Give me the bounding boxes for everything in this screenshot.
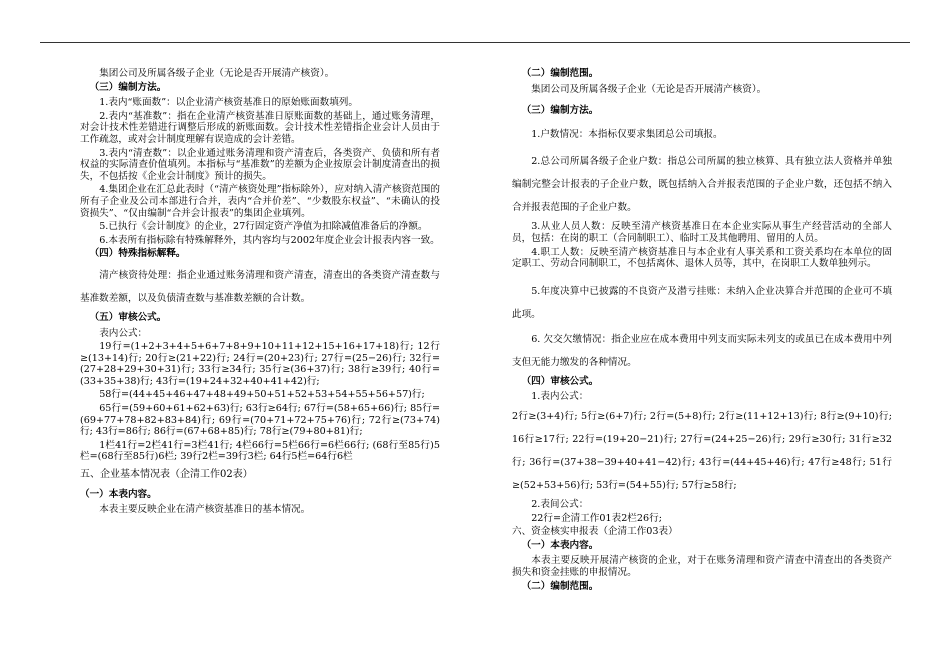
- inter-table-label: 2.表间公式：: [531, 498, 589, 510]
- left-column: [80, 68, 440, 518]
- right-method-2: 2.总公司所属各级子企业户数：指总公司所属的独立核算、具有独立法人资格并单独编制完整会计报表的子企业户数，既包括纳入合并报表范围的子企业户数，还包括不纳入合并报表范围的子企业户数。: [512, 156, 892, 214]
- formula-label: 表内公式：: [99, 327, 148, 339]
- method-item-2: 2.表内“基准数”：指在企业清产核资基准日原账面数的基础上，通过账务清理，对会计技术性差错进行调整后形成的新账面数。会计技术性差错指企业会计人员由于工作疏忽，或对会计制度理解有误造成的会计差错。: [80, 110, 440, 145]
- right-method-4: 4.职工人数：反映至清产核资基准日与本企业有人事关系和工资关系均在本单位的固定职工、劳动合同制职工，不包括离休、退休人员等，其中，在岗职工人数单独列示。: [512, 246, 892, 270]
- heading-method: （三）编制方法。: [89, 81, 167, 93]
- right-method-5: 5.年度决算中已披露的不良资产及潜亏挂账：未纳入企业决算合并范围的企业可不填此项。: [512, 285, 892, 320]
- header-rule: [40, 42, 910, 43]
- left-intro: 集团公司及所属各级子企业（无论是否开展清产核资）。: [99, 68, 335, 79]
- section-five-title: 五、企业基本情况表（企清工作02表）: [80, 469, 253, 481]
- content-text-right: 本表主要反映开展清产核资的企业，对于在账务清理和资产清查中清查出的各类资产损失和资金挂账的申报情况。: [512, 555, 892, 578]
- method-item-5: 5.已执行《会计制度》的企业，27行固定资产净值为扣除减值准备后的净额。: [99, 221, 428, 233]
- method-item-3: 3.表内“清查数”：以企业通过账务清理和资产清查后，各类资产、负债和所有者权益的实际清查价值填列。本指标与“基准数”的差额为企业按原会计制度清查出的损失，不包括按《企业会计制度》预计的损失。: [80, 147, 440, 182]
- formula-block-3: 65行=(59+60+61+62+63)行; 63行≥64行; 67行=(58+65+66)行; 85行=(69+77+78+82+83+84)行; 69行=(70+71+72+75+76)行; 72行≥(73+74)行; 43行=86行; 86行=(67+68+85)行; 78行≥(79+80+81)行;: [80, 403, 440, 438]
- formula-block-2: 58行=(44+45+46+47+48+49+50+51+52+53+54+55+56+57)行;: [99, 389, 425, 401]
- heading-content: （一）本表内容。: [80, 488, 157, 500]
- right-method-1: 1.户数情况：本指标仅要求集团总公司填报。: [531, 128, 723, 140]
- formula-block-4: 1栏41行=2栏41行=3栏41行; 4栏66行=5栏66行=6栏66行; (68行至85行)5栏=(68行至85行)6栏; 39行2栏=39行3栏; 64行5栏=64行6栏: [80, 439, 440, 463]
- right-column: [512, 68, 892, 596]
- right-method-3: 3.从业人员人数：反映至清产核资基准日在本企业实际从事生产经营活动的全部人员，包括：在岗的职工（合同制职工）、临时工及其他聘用、留用的人员。: [512, 221, 892, 244]
- inter-table-formula: 22行=企清工作01表2栏26行;: [531, 512, 662, 524]
- heading-scope: （二）编制范围。: [521, 68, 599, 79]
- section-six-title: 六、资金核实申报表（企清工作03表）: [512, 526, 678, 538]
- heading-audit-right: （四）审核公式。: [521, 375, 599, 387]
- scope-text: 集团公司及所属各级子企业（无论是否开展清产核资）。: [531, 83, 767, 95]
- heading-method-right: （三）编制方法。: [521, 105, 599, 117]
- heading-special: （四）特殊指标解释。: [89, 248, 186, 260]
- method-item-6: 6.本表所有指标除有特殊解释外，其内容均与2002年度企业会计报表内容一致。: [99, 234, 440, 246]
- method-item-1: 1.表内“账面数”：以企业清产核资基准日的原始账面数填列。: [99, 97, 358, 109]
- special-explanation: 清产核资待处理：指企业通过账务清理和资产清查，清查出的各类资产清查数与基准数差额，以及负债清查数与基准数差额的合计数。: [80, 269, 440, 304]
- right-method-6: 6. 欠交欠缴情况：指企业应在成本费用中列支而实际未列支的或虽已在成本费用中列支但无能力缴发的各种情况。: [512, 333, 892, 368]
- right-formula-block: 2行≥(3+4)行; 5行≥(6+7)行; 2行=(5+8)行; 2行≥(11+12+13)行; 8行≥(9+10)行; 16行≥17行; 22行=(19+20−21)行; 27行=(24+25−26)行; 29行≥30行; 31行≥32行; 36行=(37+38−39+40+41−42)行; 43行=(44+45+46)行; 47行≥48行; 51行≥(52+53+56)行; 53行=(54+55)行; 57行≥58行;: [512, 410, 892, 491]
- heading-scope-right: （二）编制范围。: [521, 580, 599, 592]
- heading-audit: （五）审核公式。: [89, 311, 167, 323]
- content-text: 本表主要反映企业在清产核资基准日的基本情况。: [99, 504, 311, 516]
- right-formula-label: 1.表内公式：: [531, 391, 589, 403]
- method-item-4: 4.集团企业在汇总此表时（“清产核资处理”指标除外），应对纳入清产核资范围的所有子企业及公司本部进行合并，表内“合并价差”、“少数股东权益”、“未确认的投资损失”、“仅由编制“合并会计报表”的集团企业填列。: [80, 184, 440, 219]
- heading-content-right: （一）本表内容。: [521, 539, 599, 551]
- formula-block-1: 19行=(1+2+3+4+5+6+7+8+9+10+11+12+15+16+17+18)行; 12行≥(13+14)行; 20行≥(21+22)行; 24行=(20+23)行; 27行=(25−26)行; 32行=(27+28+29+30+31)行; 33行≥34行; 35行≥(36+37)行; 38行≥39行; 40行=(33+35+38)行; 43行=(19+24+32+40+41+42)行;: [80, 341, 440, 387]
